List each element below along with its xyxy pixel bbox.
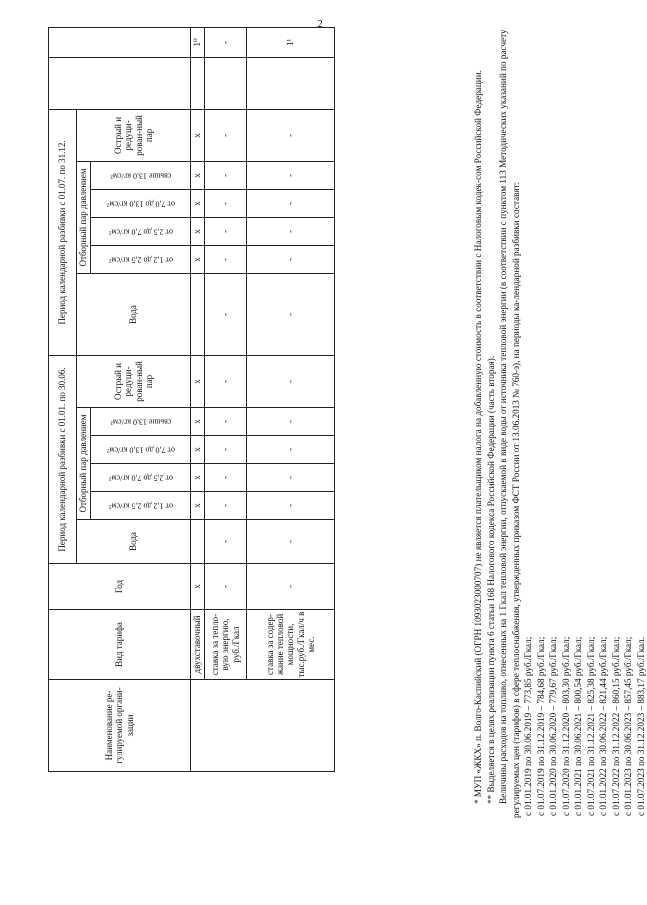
value-cell: - [205,520,247,564]
year-cell: х [191,564,205,610]
value-cell: - [205,245,247,273]
table-row [205,27,247,771]
extra-mark-cell: 1¹ [247,27,335,57]
steam-range-label: от 2,5 до 7,0 кг/см² [108,227,173,237]
steam-range-cell [91,436,191,464]
header-extra-1 [49,57,191,109]
list-item: с 01.07.2021 по 31.12.2021 – 825,38 руб./Гкал; [585,636,596,816]
steam-range-label: от 1,2 до 2,5 кг/см² [108,501,173,511]
value-cell: - [205,189,247,217]
page-number: 2 [317,18,323,30]
header-sharp-steam-1: Острый и редуци-рован-ный пар [77,355,191,407]
value-cell: - [205,408,247,436]
value-cell [191,520,205,564]
list-item: с 01.01.2023 по 30.06.2023 – 857,45 руб./Гкал; [623,636,634,816]
value-cell: х [191,217,205,245]
steam-range-label: от 1,2 до 2,5 кг/см² [108,255,173,265]
tariff-table [48,27,335,772]
footnote-tax-article: ** Выделяется в целях реализации пункта 6 статьи 168 Налогового кодекса Российской Федерации (часть вторая). [485,355,496,804]
value-cell: - [247,245,335,273]
list-item: с 01.07.2022 по 31.12.2022 – 860,15 руб./Гкал; [610,636,621,816]
extra-mark-cell: 1⁰ [191,27,205,57]
header-water-2: Вода [77,273,191,355]
header-extra-2 [49,27,191,57]
value-cell: х [191,492,205,520]
header-year: Год [49,564,191,610]
header-period-1: Период календарной разбивки с 01.01. по 30.06. [49,355,77,563]
header-water-1: Вода [77,520,191,564]
fuel-costs-intro: Величины расходов на топливо, отнесенных на 1 Гкал тепловой энергии, отпускаемой в виде воды от источника тепловой энергии (в соответствии с пунктом 113 Методических указаний по расчету регулируемых цен (тарифов) в сфере теплоснабжения, утвержденных приказом ФСТ России от 13.06.2013 № 760-э), на периоды ка-лендарной разбивки составят: [498,29,521,818]
value-cell [191,273,205,355]
value-cell: х [191,109,205,161]
rotated-page-content [10,15,646,880]
header-selected-steam-1: Отборный пар давлением [77,408,91,520]
extra-mark-cell: - [205,27,247,57]
extra-cell [191,57,205,109]
value-cell: - [247,109,335,161]
year-cell: - [247,564,335,610]
value-cell: х [191,355,205,407]
value-cell: х [191,161,205,189]
header-selected-steam-2: Отборный пар давлением [77,161,91,273]
tariff-kind-cell: двухставочный [191,610,205,680]
value-cell: - [205,464,247,492]
steam-range-cell [91,189,191,217]
extra-cell [205,57,247,109]
steam-range-cell [91,408,191,436]
value-cell: - [247,355,335,407]
header-period-2: Период календарной разбивки с 01.07. по 31.12. [49,109,77,355]
value-cell: - [247,464,335,492]
value-cell: х [191,408,205,436]
steam-range-cell [91,464,191,492]
steam-range-label: от 7,0 до 13,0 кг/см² [106,199,175,209]
value-cell: - [247,520,335,564]
steam-range-label: от 7,0 до 13,0 кг/см² [106,445,175,455]
value-cell: - [205,436,247,464]
steam-range-cell [91,217,191,245]
value-cell: - [205,161,247,189]
list-item: с 01.07.2019 по 31.12.2019 – 784,68 руб./Гкал; [535,636,546,816]
value-cell: - [205,355,247,407]
table-row [247,27,335,771]
list-item: с 01.07.2020 по 31.12.2020 – 803,30 руб./Гкал; [560,636,571,816]
list-item: с 01.01.2020 по 30.06.2020 – 779,67 руб./Гкал; [548,636,559,816]
extra-cell [247,57,335,109]
value-cell: - [247,492,335,520]
year-cell: - [205,564,247,610]
header-sharp-steam-2: Острый и редуци-рован-ный пар [77,109,191,161]
list-item: с 01.01.2022 по 30.06.2022 – 821,44 руб./Гкал; [598,636,609,816]
footnote-vat: * МУП «ЖКХ» п. Волго-Каспийский (ОГРН 1093023000707) не является плательщиком налога на добавленную стоимость в соответствии с Налоговым кодек-сом Российской Федерации. [473,70,483,804]
value-cell: - [247,161,335,189]
steam-range-label: свыше 13,0 кг/см² [110,417,171,427]
list-item: с 01.01.2021 по 30.06.2021 – 800,54 руб./Гкал; [573,636,584,816]
value-cell: - [247,408,335,436]
header-org: Наименование ре-гулируемой органи-зации [49,680,191,772]
value-cell: х [191,189,205,217]
steam-range-cell [91,161,191,189]
value-cell: х [191,464,205,492]
list-item: с 01.07.2023 по 31.12.2023 – 883,17 руб./Гкал. [635,636,646,816]
table-row [191,27,205,771]
tariff-kind-cell: ставка за тепло-вую энергию, руб./Гкал [205,610,247,680]
steam-range-label: от 2,5 до 7,0 кг/см² [108,473,173,483]
steam-range-cell [91,492,191,520]
value-cell: - [205,492,247,520]
value-cell: - [205,273,247,355]
fuel-costs-list [522,28,647,818]
value-cell: - [247,217,335,245]
steam-range-label: свыше 13,0 кг/см² [110,171,171,181]
steam-range-cell [91,245,191,273]
org-cell [191,680,335,772]
value-cell: - [247,273,335,355]
value-cell: х [191,436,205,464]
list-item: с 01.01.2019 по 30.06.2019 – 773,85 руб./Гкал; [523,636,534,816]
value-cell: - [247,189,335,217]
footnotes [472,28,647,818]
value-cell: - [205,217,247,245]
value-cell: х [191,245,205,273]
value-cell: - [205,109,247,161]
tariff-kind-cell: ставка за содер-жание тепловой мощности, тыс.руб./Гкал/ч в мес. [247,610,335,680]
header-tariff-kind: Вид тарифа [49,610,191,680]
value-cell: - [247,436,335,464]
